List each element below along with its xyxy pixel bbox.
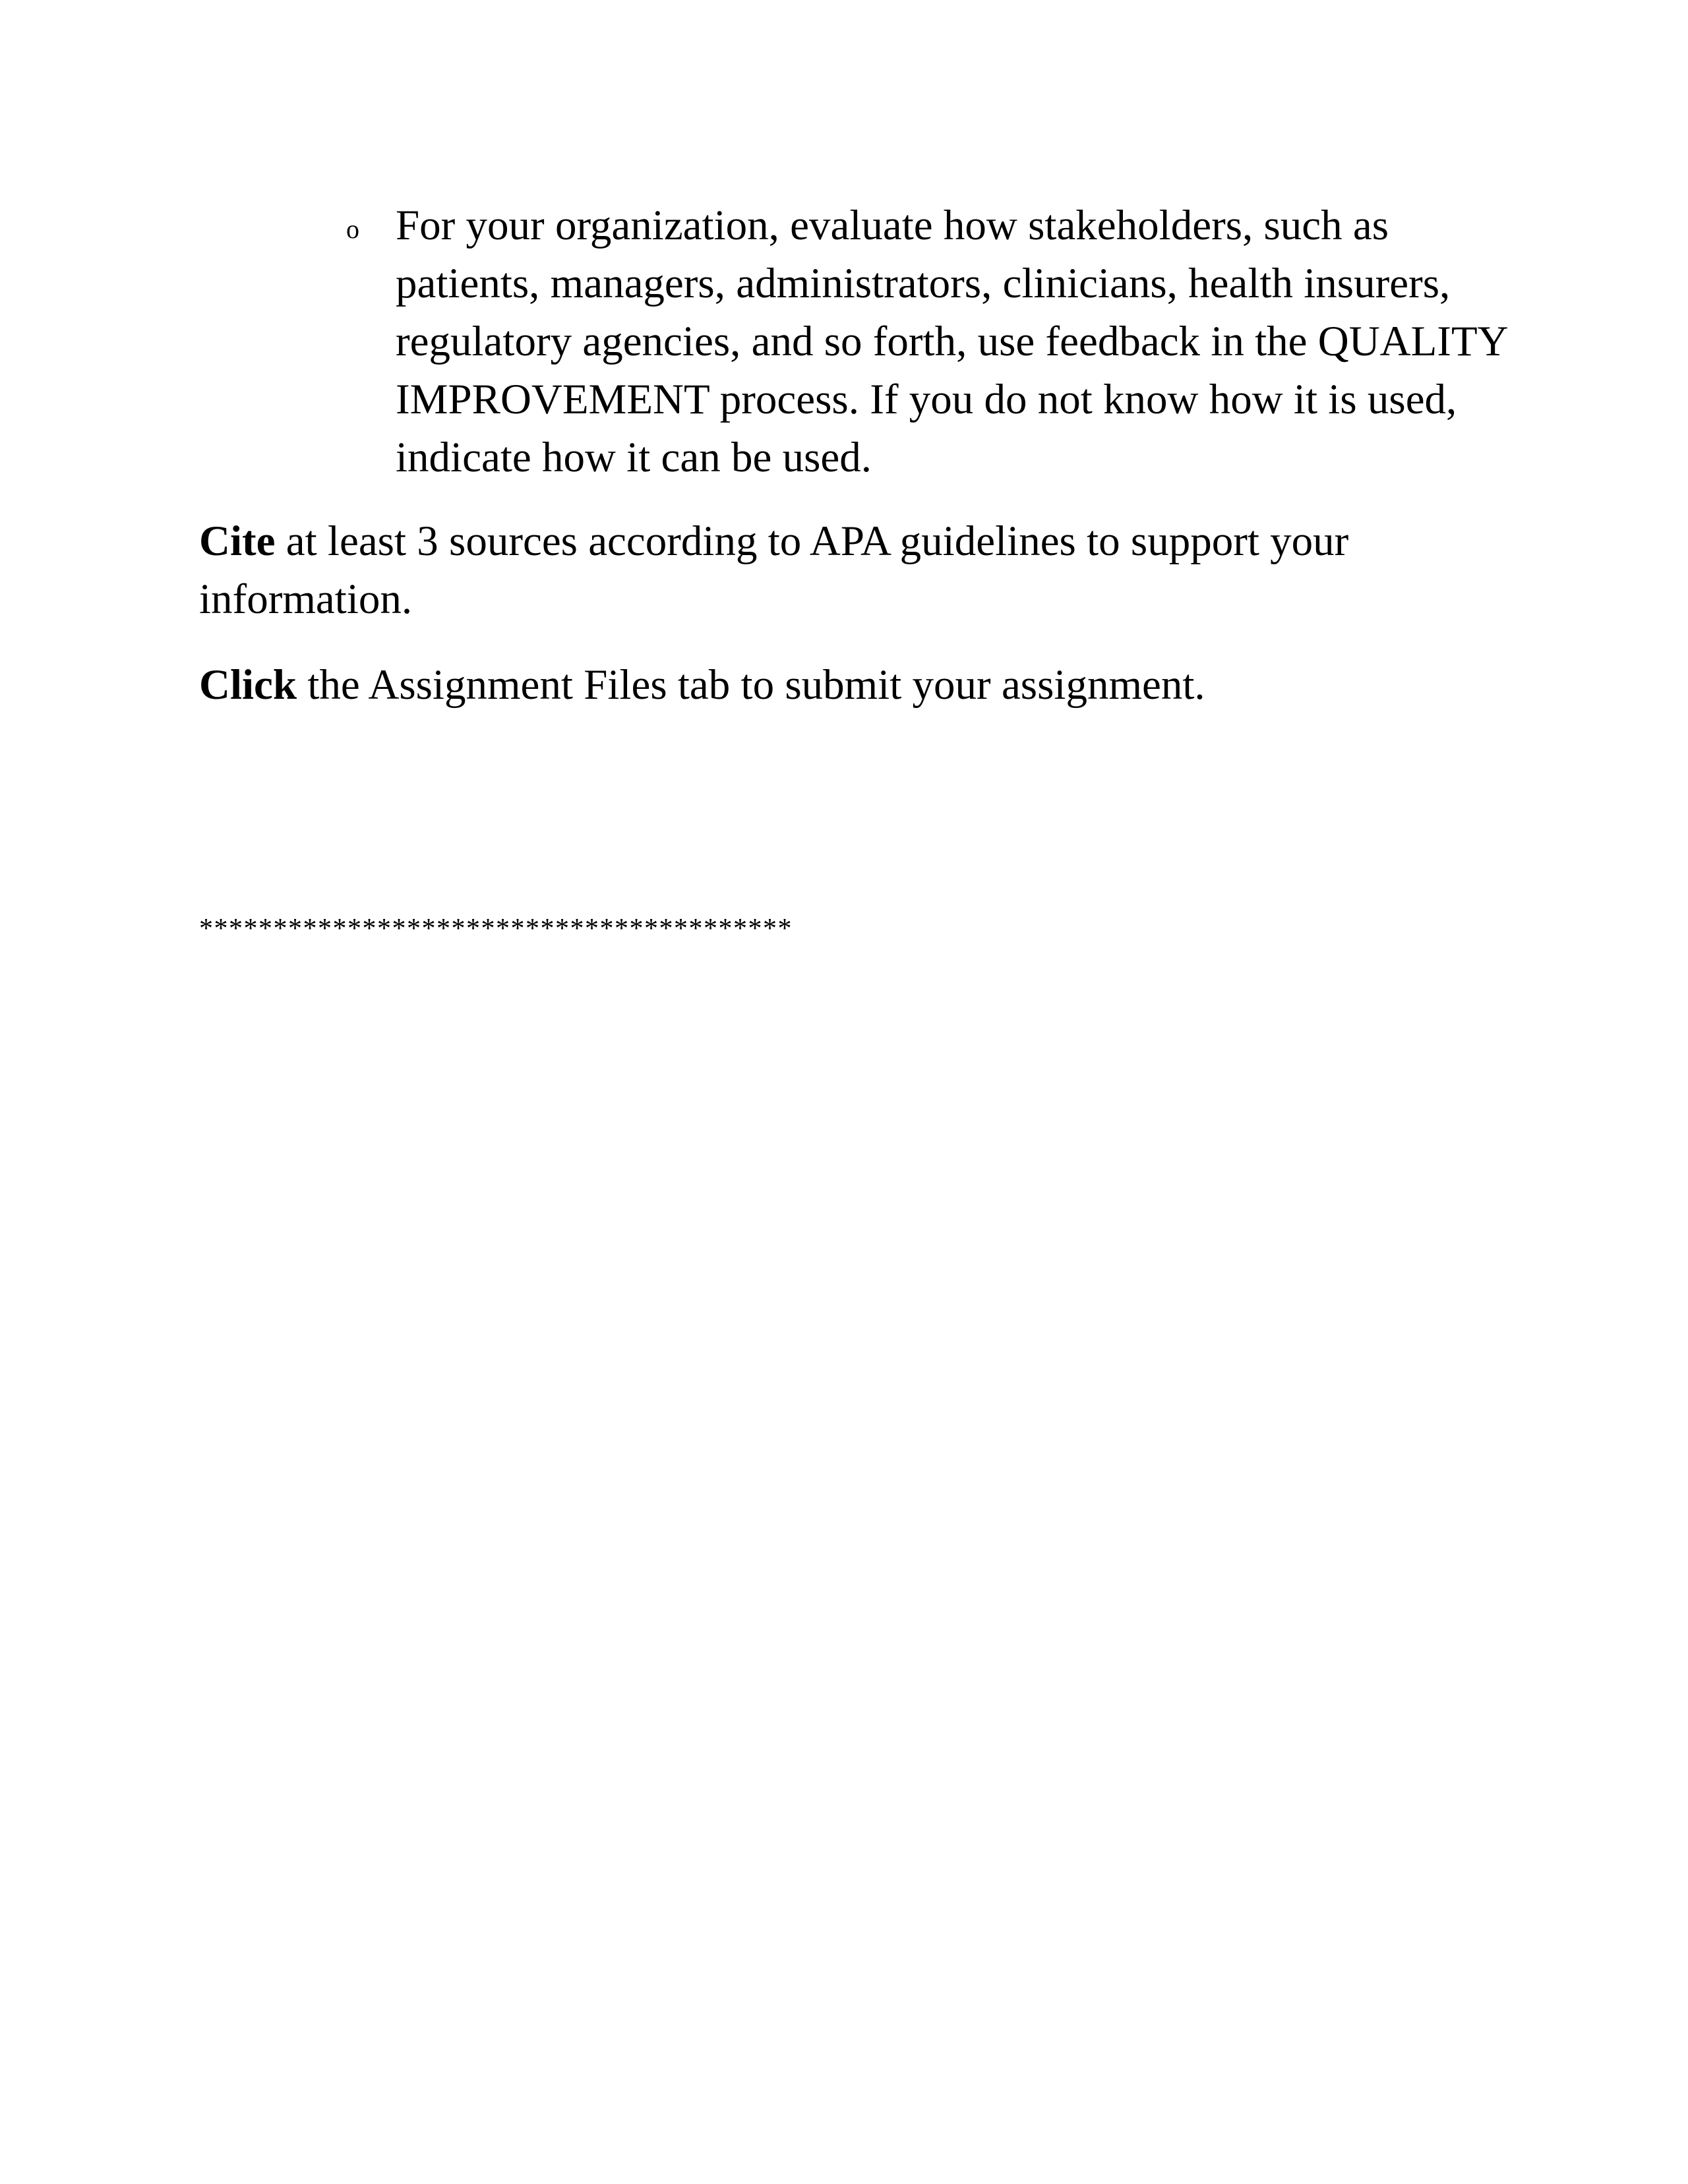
bullet-item-stakeholders: For your organization, evaluate how stakeholders, such as patients, managers, administrators, clinicians, health insurers, regulatory agencies, and so forth, use feedback in the QUALITY IMPROVEMENT process. If you do not know how it is used, indicate how it can be used. [396, 202, 1507, 481]
cite-paragraph [199, 512, 1452, 628]
click-text: the Assignment Files tab to submit your assignment. [297, 661, 1205, 709]
click-paragraph [199, 656, 1452, 714]
cite-text: at least 3 sources according to APA guidelines to support your information. [199, 517, 1349, 623]
bullet-marker: o [346, 214, 359, 244]
click-bold: Click [199, 661, 297, 709]
asterisk-separator: **************************************** [199, 914, 793, 944]
cite-bold: Cite [199, 517, 276, 565]
